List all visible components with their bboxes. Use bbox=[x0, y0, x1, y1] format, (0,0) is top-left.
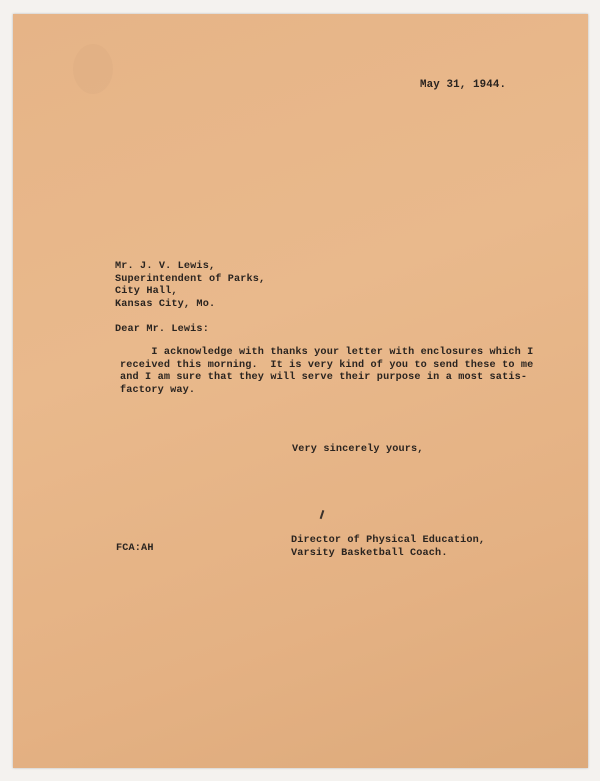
salutation: Dear Mr. Lewis: bbox=[115, 324, 209, 335]
reference-initials: FCA:AH bbox=[116, 543, 154, 554]
pencil-mark bbox=[320, 510, 324, 519]
recipient-address bbox=[115, 261, 265, 311]
signature-block bbox=[291, 535, 485, 560]
body-line: received this morning. It is very kind of you to send these to me bbox=[120, 359, 534, 371]
complimentary-closing: Very sincerely yours, bbox=[292, 444, 424, 455]
address-line: Kansas City, Mo. bbox=[115, 298, 216, 310]
letter-page bbox=[13, 14, 588, 768]
body-line: I acknowledge with thanks your letter with enclosures which I bbox=[120, 347, 534, 358]
address-line: Mr. J. V. Lewis, bbox=[115, 261, 216, 272]
body-line: and I am sure that they will serve their purpose in a most satis- bbox=[120, 372, 528, 383]
signature-title: Varsity Basketball Coach. bbox=[291, 547, 448, 559]
body-line: factory way. bbox=[120, 384, 196, 396]
address-line: Superintendent of Parks, bbox=[115, 273, 266, 285]
paper-smudge bbox=[73, 44, 113, 94]
letter-body bbox=[120, 347, 533, 397]
address-line: City Hall, bbox=[115, 286, 178, 297]
letter-date: May 31, 1944. bbox=[420, 79, 507, 91]
signature-title: Director of Physical Education, bbox=[291, 535, 486, 546]
